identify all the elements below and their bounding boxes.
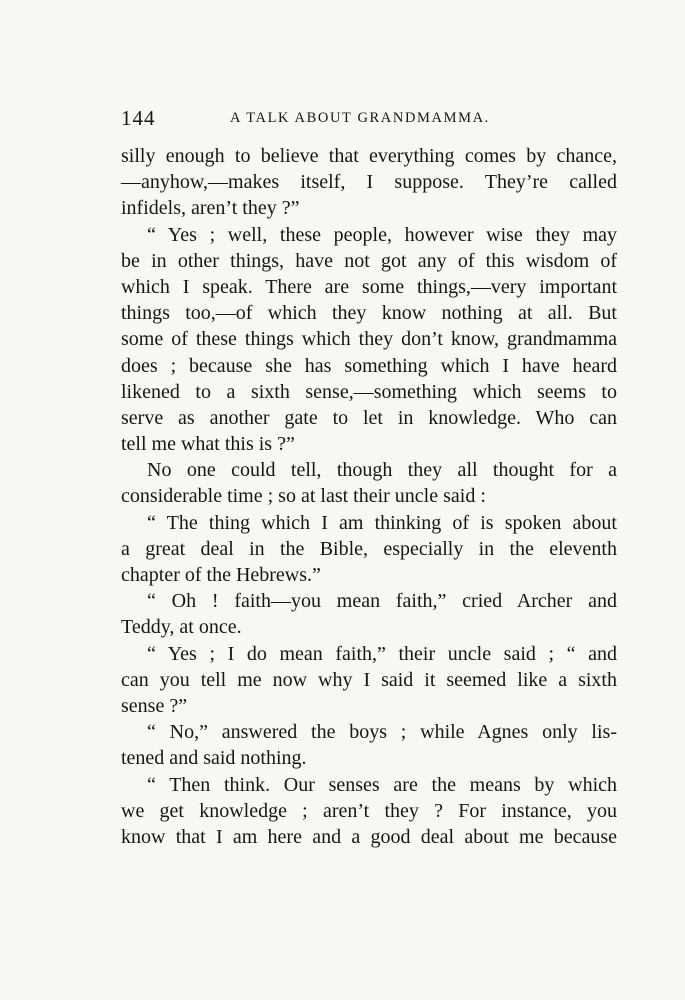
text-line: tell me what this is ?”	[121, 433, 295, 456]
body-text	[121, 143, 617, 850]
page-header	[121, 106, 617, 132]
page-number: 144	[121, 106, 156, 130]
text-line: —anyhow,—makes itself, I suppose. They’re called	[121, 171, 617, 194]
text-line: “ Then think. Our senses are the means by which	[147, 773, 617, 796]
text-line: sense ?”	[121, 694, 188, 717]
text-line: “ Yes ; well, these people, however wise they may	[147, 223, 617, 246]
text-line: tened and said nothing.	[121, 747, 307, 770]
text-line: a great deal in the Bible, especially in the eleventh	[121, 537, 617, 560]
text-line: some of these things which they don’t know, grandmamma	[121, 328, 617, 351]
text-line: things too,—of which they know nothing at all. But	[121, 302, 617, 325]
text-line: Teddy, at once.	[121, 616, 242, 639]
text-line: infidels, aren’t they ?”	[121, 197, 300, 220]
text-line: considerable time ; so at last their uncle said :	[121, 485, 486, 508]
text-line: No one could tell, though they all thought for a	[147, 459, 617, 482]
text-line: can you tell me now why I said it seemed like a sixth	[121, 668, 617, 691]
text-line: likened to a sixth sense,—something which seems to	[121, 380, 617, 403]
text-line: silly enough to believe that everything comes by chance,	[121, 145, 617, 167]
running-title: A TALK ABOUT GRANDMAMMA.	[230, 110, 490, 126]
text-line: “ The thing which I am thinking of is spoken about	[147, 511, 617, 534]
text-line: which I speak. There are some things,—very important	[121, 275, 617, 298]
text-line: “ Yes ; I do mean faith,” their uncle said ; “ and	[147, 642, 617, 665]
text-line: we get knowledge ; aren’t they ? For instance, you	[121, 799, 617, 822]
text-line: “ No,” answered the boys ; while Agnes only lis-	[147, 721, 617, 744]
text-line: know that I am here and a good deal about me because	[121, 825, 617, 848]
text-line: chapter of the Hebrews.”	[121, 564, 321, 586]
text-line: “ Oh ! faith—you mean faith,” cried Archer and	[147, 590, 617, 613]
text-line: serve as another gate to let in knowledge. Who can	[121, 406, 617, 429]
text-line: does ; because she has something which I have heard	[121, 354, 617, 377]
text-line: be in other things, have not got any of this wisdom of	[121, 249, 617, 272]
